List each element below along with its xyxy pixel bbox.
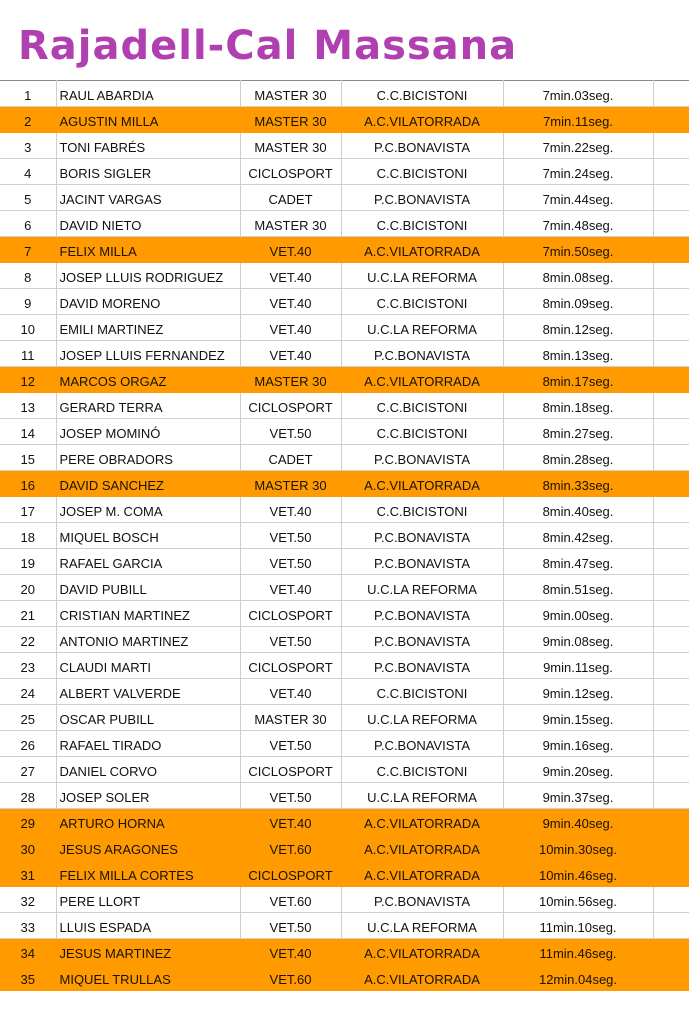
rider-name-cell: DAVID SANCHEZ	[56, 471, 240, 497]
rider-name-cell: EMILI MARTINEZ	[56, 315, 240, 341]
club-cell: P.C.BONAVISTA	[341, 549, 503, 575]
category-cell: VET.40	[240, 575, 341, 601]
category-cell: VET.50	[240, 627, 341, 653]
rider-name-cell: RAFAEL GARCIA	[56, 549, 240, 575]
category-cell: CADET	[240, 445, 341, 471]
category-cell: CICLOSPORT	[240, 653, 341, 679]
category-cell: VET.40	[240, 315, 341, 341]
category-cell: VET.60	[240, 887, 341, 913]
category-cell: MASTER 30	[240, 471, 341, 497]
rider-name-cell: OSCAR PUBILL	[56, 705, 240, 731]
table-row	[0, 133, 689, 159]
table-row	[0, 913, 689, 939]
time-cell: 7min.24seg.	[503, 159, 653, 185]
rider-name-cell: CLAUDI MARTI	[56, 653, 240, 679]
empty-cell	[653, 523, 689, 549]
table-row	[0, 575, 689, 601]
empty-cell	[653, 341, 689, 367]
rider-name-cell: ALBERT VALVERDE	[56, 679, 240, 705]
position-cell: 5	[0, 185, 56, 211]
table-row	[0, 679, 689, 705]
table-row	[0, 393, 689, 419]
empty-cell	[653, 107, 689, 133]
table-row	[0, 835, 689, 861]
table-row	[0, 237, 689, 263]
club-cell: P.C.BONAVISTA	[341, 601, 503, 627]
position-cell: 1	[0, 81, 56, 107]
position-cell: 31	[0, 861, 56, 887]
time-cell: 9min.08seg.	[503, 627, 653, 653]
empty-cell	[653, 783, 689, 809]
table-row	[0, 419, 689, 445]
time-cell: 9min.37seg.	[503, 783, 653, 809]
category-cell: MASTER 30	[240, 367, 341, 393]
position-cell: 11	[0, 341, 56, 367]
club-cell: A.C.VILATORRADA	[341, 861, 503, 887]
time-cell: 10min.46seg.	[503, 861, 653, 887]
time-cell: 7min.48seg.	[503, 211, 653, 237]
rider-name-cell: DAVID MORENO	[56, 289, 240, 315]
table-row	[0, 887, 689, 913]
rider-name-cell: JOSEP SOLER	[56, 783, 240, 809]
empty-cell	[653, 731, 689, 757]
empty-cell	[653, 445, 689, 471]
position-cell: 32	[0, 887, 56, 913]
time-cell: 8min.33seg.	[503, 471, 653, 497]
position-cell: 19	[0, 549, 56, 575]
table-row	[0, 107, 689, 133]
results-body	[0, 81, 689, 991]
table-row	[0, 81, 689, 107]
position-cell: 34	[0, 939, 56, 965]
position-cell: 35	[0, 965, 56, 991]
club-cell: U.C.LA REFORMA	[341, 783, 503, 809]
club-cell: C.C.BICISTONI	[341, 81, 503, 107]
empty-cell	[653, 965, 689, 991]
time-cell: 8min.51seg.	[503, 575, 653, 601]
category-cell: CICLOSPORT	[240, 861, 341, 887]
position-cell: 2	[0, 107, 56, 133]
position-cell: 3	[0, 133, 56, 159]
position-cell: 15	[0, 445, 56, 471]
category-cell: VET.60	[240, 965, 341, 991]
club-cell: P.C.BONAVISTA	[341, 341, 503, 367]
position-cell: 17	[0, 497, 56, 523]
empty-cell	[653, 393, 689, 419]
empty-cell	[653, 705, 689, 731]
club-cell: C.C.BICISTONI	[341, 679, 503, 705]
rider-name-cell: MARCOS ORGAZ	[56, 367, 240, 393]
position-cell: 25	[0, 705, 56, 731]
club-cell: P.C.BONAVISTA	[341, 185, 503, 211]
category-cell: MASTER 30	[240, 81, 341, 107]
category-cell: VET.50	[240, 419, 341, 445]
rider-name-cell: PERE LLORT	[56, 887, 240, 913]
time-cell: 9min.12seg.	[503, 679, 653, 705]
results-table	[0, 80, 689, 991]
rider-name-cell: AGUSTIN MILLA	[56, 107, 240, 133]
position-cell: 24	[0, 679, 56, 705]
table-row	[0, 341, 689, 367]
category-cell: VET.50	[240, 731, 341, 757]
position-cell: 8	[0, 263, 56, 289]
club-cell: A.C.VILATORRADA	[341, 835, 503, 861]
time-cell: 12min.04seg.	[503, 965, 653, 991]
time-cell: 11min.46seg.	[503, 939, 653, 965]
category-cell: MASTER 30	[240, 211, 341, 237]
empty-cell	[653, 861, 689, 887]
empty-cell	[653, 133, 689, 159]
table-row	[0, 757, 689, 783]
rider-name-cell: CRISTIAN MARTINEZ	[56, 601, 240, 627]
club-cell: C.C.BICISTONI	[341, 757, 503, 783]
empty-cell	[653, 185, 689, 211]
category-cell: CADET	[240, 185, 341, 211]
club-cell: A.C.VILATORRADA	[341, 367, 503, 393]
empty-cell	[653, 601, 689, 627]
category-cell: VET.60	[240, 835, 341, 861]
time-cell: 8min.13seg.	[503, 341, 653, 367]
rider-name-cell: FELIX MILLA	[56, 237, 240, 263]
rider-name-cell: TONI FABRÉS	[56, 133, 240, 159]
rider-name-cell: DAVID NIETO	[56, 211, 240, 237]
club-cell: C.C.BICISTONI	[341, 419, 503, 445]
club-cell: A.C.VILATORRADA	[341, 809, 503, 835]
category-cell: VET.40	[240, 237, 341, 263]
table-row	[0, 471, 689, 497]
table-row	[0, 705, 689, 731]
category-cell: VET.50	[240, 783, 341, 809]
time-cell: 7min.22seg.	[503, 133, 653, 159]
time-cell: 8min.28seg.	[503, 445, 653, 471]
table-row	[0, 263, 689, 289]
category-cell: VET.50	[240, 549, 341, 575]
empty-cell	[653, 939, 689, 965]
empty-cell	[653, 471, 689, 497]
club-cell: P.C.BONAVISTA	[341, 731, 503, 757]
club-cell: C.C.BICISTONI	[341, 497, 503, 523]
rider-name-cell: MIQUEL TRULLAS	[56, 965, 240, 991]
position-cell: 27	[0, 757, 56, 783]
club-cell: A.C.VILATORRADA	[341, 939, 503, 965]
time-cell: 7min.50seg.	[503, 237, 653, 263]
table-row	[0, 367, 689, 393]
club-cell: C.C.BICISTONI	[341, 393, 503, 419]
table-row	[0, 627, 689, 653]
rider-name-cell: BORIS SIGLER	[56, 159, 240, 185]
empty-cell	[653, 575, 689, 601]
empty-cell	[653, 315, 689, 341]
position-cell: 18	[0, 523, 56, 549]
category-cell: VET.50	[240, 913, 341, 939]
position-cell: 13	[0, 393, 56, 419]
rider-name-cell: PERE OBRADORS	[56, 445, 240, 471]
club-cell: U.C.LA REFORMA	[341, 575, 503, 601]
table-row	[0, 965, 689, 991]
time-cell: 8min.08seg.	[503, 263, 653, 289]
rider-name-cell: LLUIS ESPADA	[56, 913, 240, 939]
time-cell: 8min.47seg.	[503, 549, 653, 575]
club-cell: P.C.BONAVISTA	[341, 523, 503, 549]
rider-name-cell: DANIEL CORVO	[56, 757, 240, 783]
table-row	[0, 653, 689, 679]
table-row	[0, 497, 689, 523]
club-cell: A.C.VILATORRADA	[341, 107, 503, 133]
position-cell: 26	[0, 731, 56, 757]
club-cell: P.C.BONAVISTA	[341, 445, 503, 471]
club-cell: P.C.BONAVISTA	[341, 133, 503, 159]
empty-cell	[653, 835, 689, 861]
category-cell: VET.40	[240, 497, 341, 523]
category-cell: CICLOSPORT	[240, 159, 341, 185]
category-cell: MASTER 30	[240, 107, 341, 133]
rider-name-cell: JESUS ARAGONES	[56, 835, 240, 861]
time-cell: 11min.10seg.	[503, 913, 653, 939]
club-cell: U.C.LA REFORMA	[341, 913, 503, 939]
time-cell: 8min.12seg.	[503, 315, 653, 341]
time-cell: 8min.18seg.	[503, 393, 653, 419]
time-cell: 9min.15seg.	[503, 705, 653, 731]
category-cell: CICLOSPORT	[240, 393, 341, 419]
empty-cell	[653, 367, 689, 393]
category-cell: MASTER 30	[240, 133, 341, 159]
club-cell: C.C.BICISTONI	[341, 159, 503, 185]
empty-cell	[653, 263, 689, 289]
club-cell: P.C.BONAVISTA	[341, 627, 503, 653]
table-row	[0, 159, 689, 185]
table-row	[0, 289, 689, 315]
empty-cell	[653, 289, 689, 315]
category-cell: VET.40	[240, 939, 341, 965]
time-cell: 10min.56seg.	[503, 887, 653, 913]
club-cell: P.C.BONAVISTA	[341, 653, 503, 679]
empty-cell	[653, 679, 689, 705]
page-title: Rajadell-Cal Massana	[18, 23, 518, 69]
position-cell: 21	[0, 601, 56, 627]
category-cell: CICLOSPORT	[240, 757, 341, 783]
position-cell: 10	[0, 315, 56, 341]
category-cell: VET.40	[240, 341, 341, 367]
time-cell: 9min.11seg.	[503, 653, 653, 679]
table-row	[0, 523, 689, 549]
position-cell: 33	[0, 913, 56, 939]
category-cell: VET.40	[240, 679, 341, 705]
table-row	[0, 731, 689, 757]
position-cell: 29	[0, 809, 56, 835]
club-cell: U.C.LA REFORMA	[341, 263, 503, 289]
position-cell: 30	[0, 835, 56, 861]
empty-cell	[653, 809, 689, 835]
time-cell: 9min.16seg.	[503, 731, 653, 757]
position-cell: 14	[0, 419, 56, 445]
empty-cell	[653, 653, 689, 679]
time-cell: 8min.17seg.	[503, 367, 653, 393]
time-cell: 9min.40seg.	[503, 809, 653, 835]
time-cell: 8min.27seg.	[503, 419, 653, 445]
position-cell: 7	[0, 237, 56, 263]
club-cell: A.C.VILATORRADA	[341, 471, 503, 497]
club-cell: A.C.VILATORRADA	[341, 965, 503, 991]
empty-cell	[653, 549, 689, 575]
rider-name-cell: ARTURO HORNA	[56, 809, 240, 835]
rider-name-cell: GERARD TERRA	[56, 393, 240, 419]
time-cell: 7min.11seg.	[503, 107, 653, 133]
time-cell: 9min.00seg.	[503, 601, 653, 627]
time-cell: 10min.30seg.	[503, 835, 653, 861]
rider-name-cell: DAVID PUBILL	[56, 575, 240, 601]
position-cell: 6	[0, 211, 56, 237]
empty-cell	[653, 237, 689, 263]
category-cell: VET.50	[240, 523, 341, 549]
rider-name-cell: RAFAEL TIRADO	[56, 731, 240, 757]
table-row	[0, 315, 689, 341]
time-cell: 9min.20seg.	[503, 757, 653, 783]
rider-name-cell: ANTONIO MARTINEZ	[56, 627, 240, 653]
table-row	[0, 783, 689, 809]
position-cell: 22	[0, 627, 56, 653]
empty-cell	[653, 497, 689, 523]
club-cell: U.C.LA REFORMA	[341, 315, 503, 341]
table-row	[0, 185, 689, 211]
table-row	[0, 809, 689, 835]
category-cell: CICLOSPORT	[240, 601, 341, 627]
category-cell: VET.40	[240, 263, 341, 289]
position-cell: 23	[0, 653, 56, 679]
empty-cell	[653, 887, 689, 913]
club-cell: C.C.BICISTONI	[341, 211, 503, 237]
rider-name-cell: JOSEP M. COMA	[56, 497, 240, 523]
position-cell: 12	[0, 367, 56, 393]
position-cell: 16	[0, 471, 56, 497]
empty-cell	[653, 159, 689, 185]
table-row	[0, 601, 689, 627]
empty-cell	[653, 757, 689, 783]
time-cell: 7min.44seg.	[503, 185, 653, 211]
rider-name-cell: JACINT VARGAS	[56, 185, 240, 211]
club-cell: P.C.BONAVISTA	[341, 887, 503, 913]
table-row	[0, 861, 689, 887]
rider-name-cell: JOSEP LLUIS RODRIGUEZ	[56, 263, 240, 289]
position-cell: 20	[0, 575, 56, 601]
time-cell: 8min.40seg.	[503, 497, 653, 523]
rider-name-cell: RAUL ABARDIA	[56, 81, 240, 107]
table-row	[0, 445, 689, 471]
table-row	[0, 211, 689, 237]
empty-cell	[653, 913, 689, 939]
category-cell: VET.40	[240, 809, 341, 835]
rider-name-cell: JESUS MARTINEZ	[56, 939, 240, 965]
empty-cell	[653, 627, 689, 653]
table-row	[0, 939, 689, 965]
rider-name-cell: FELIX MILLA CORTES	[56, 861, 240, 887]
empty-cell	[653, 211, 689, 237]
club-cell: A.C.VILATORRADA	[341, 237, 503, 263]
rider-name-cell: MIQUEL BOSCH	[56, 523, 240, 549]
time-cell: 8min.42seg.	[503, 523, 653, 549]
position-cell: 4	[0, 159, 56, 185]
category-cell: VET.40	[240, 289, 341, 315]
empty-cell	[653, 419, 689, 445]
position-cell: 9	[0, 289, 56, 315]
category-cell: MASTER 30	[240, 705, 341, 731]
empty-cell	[653, 81, 689, 107]
table-row	[0, 549, 689, 575]
club-cell: U.C.LA REFORMA	[341, 705, 503, 731]
club-cell: C.C.BICISTONI	[341, 289, 503, 315]
rider-name-cell: JOSEP MOMINÓ	[56, 419, 240, 445]
time-cell: 8min.09seg.	[503, 289, 653, 315]
rider-name-cell: JOSEP LLUIS FERNANDEZ	[56, 341, 240, 367]
position-cell: 28	[0, 783, 56, 809]
time-cell: 7min.03seg.	[503, 81, 653, 107]
